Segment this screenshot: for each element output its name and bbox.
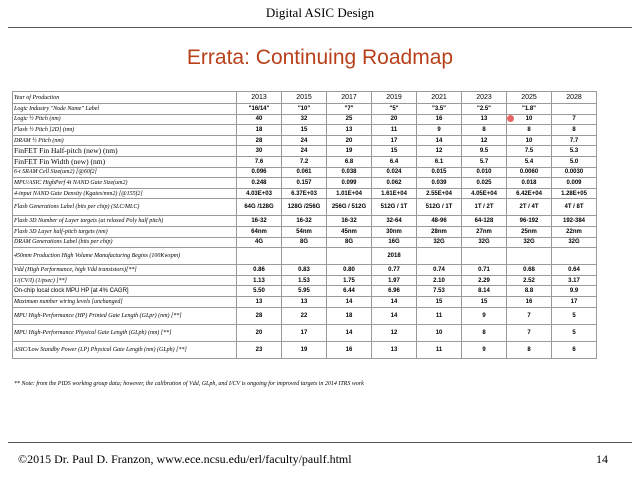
value-cell: 96-192 bbox=[507, 216, 552, 227]
row-label: MPU/ASIC HighPerf 4t NAND Gate Size(um2) bbox=[13, 178, 237, 189]
value-cell: "5" bbox=[372, 104, 417, 115]
value-cell: 0.024 bbox=[372, 167, 417, 178]
value-cell: 0.0030 bbox=[552, 167, 597, 178]
footer-divider bbox=[8, 442, 632, 443]
value-cell: 6.1 bbox=[417, 156, 462, 167]
value-cell: 5.7 bbox=[462, 156, 507, 167]
value-cell: 6.96 bbox=[372, 286, 417, 297]
value-cell: 0.77 bbox=[372, 265, 417, 276]
value-cell: 6.42E+04 bbox=[507, 188, 552, 199]
value-cell: 16 bbox=[327, 341, 372, 358]
value-cell: 7.53 bbox=[417, 286, 462, 297]
value-cell: 14 bbox=[372, 296, 417, 307]
row-label: 6-t SRAM Cell Size(um2) [@60f2] bbox=[13, 167, 237, 178]
table-row bbox=[13, 125, 597, 136]
value-cell: 2.10 bbox=[417, 275, 462, 286]
value-cell: 13 bbox=[327, 125, 372, 136]
value-cell: 32G bbox=[417, 237, 462, 248]
value-cell: 48-96 bbox=[417, 216, 462, 227]
value-cell: 6 bbox=[552, 341, 597, 358]
year-cell: 2013 bbox=[237, 92, 282, 104]
row-label: Flash 3D Number of Layer targets (at relaxed Poly half pitch) bbox=[13, 216, 237, 227]
value-cell: 0.061 bbox=[282, 167, 327, 178]
value-cell: 0.099 bbox=[327, 178, 372, 189]
value-cell: 18 bbox=[327, 307, 372, 324]
value-cell: 40 bbox=[237, 114, 282, 125]
row-label: On-chip local clock MPU HP [at 4% CAGR] bbox=[13, 286, 237, 297]
value-cell: 23 bbox=[237, 341, 282, 358]
value-cell: 256G / 512G bbox=[327, 199, 372, 216]
table-row bbox=[13, 341, 597, 358]
value-cell: 5.4 bbox=[507, 156, 552, 167]
table-row bbox=[13, 135, 597, 146]
table-row bbox=[13, 104, 597, 115]
value-cell: "7" bbox=[327, 104, 372, 115]
value-cell: 0.68 bbox=[507, 265, 552, 276]
value-cell: 32G bbox=[507, 237, 552, 248]
value-cell: 4T / 8T bbox=[552, 199, 597, 216]
row-label: 1/(CV/I) (1/psec) [**] bbox=[13, 275, 237, 286]
slide-header: Digital ASIC Design bbox=[265, 5, 375, 20]
row-label: ASIC/Low Standby Power (LP) Physical Gate Length (nm) (GLph) [**] bbox=[13, 341, 237, 358]
value-cell: 16G bbox=[372, 237, 417, 248]
value-cell: 13 bbox=[462, 114, 507, 125]
value-cell: 0.039 bbox=[417, 178, 462, 189]
value-cell: 0.83 bbox=[282, 265, 327, 276]
value-cell: 0.062 bbox=[372, 178, 417, 189]
value-cell: 8 bbox=[462, 125, 507, 136]
value-cell: 6.8 bbox=[327, 156, 372, 167]
table-row bbox=[13, 146, 597, 157]
value-cell: 0.64 bbox=[552, 265, 597, 276]
value-cell: 15 bbox=[462, 296, 507, 307]
value-cell: 1.01E+04 bbox=[327, 188, 372, 199]
value-cell bbox=[552, 104, 597, 115]
value-cell: 11 bbox=[372, 125, 417, 136]
value-cell: 32G bbox=[552, 237, 597, 248]
value-cell: 16-32 bbox=[237, 216, 282, 227]
year-cell: 2017 bbox=[327, 92, 372, 104]
value-cell: 7.5 bbox=[507, 146, 552, 157]
value-cell bbox=[327, 248, 372, 265]
value-cell: 8 bbox=[507, 341, 552, 358]
row-label: MPU High-Performance Physical Gate Length (GLph) (nm) [**] bbox=[13, 324, 237, 341]
year-cell: 2025 bbox=[507, 92, 552, 104]
row-label: FinFET Fin Half-pitch (new) (nm) bbox=[13, 146, 237, 157]
value-cell bbox=[237, 248, 282, 265]
value-cell: 32 bbox=[282, 114, 327, 125]
value-cell: 15 bbox=[282, 125, 327, 136]
value-cell: 28 bbox=[237, 135, 282, 146]
value-cell: 0.74 bbox=[417, 265, 462, 276]
value-cell: 22 bbox=[282, 307, 327, 324]
value-cell: 6.44 bbox=[327, 286, 372, 297]
value-cell: 28nm bbox=[417, 226, 462, 237]
table-row bbox=[13, 324, 597, 341]
value-cell: 11 bbox=[417, 341, 462, 358]
year-header-row bbox=[13, 92, 597, 104]
value-cell: 45nm bbox=[327, 226, 372, 237]
value-cell: 8.8 bbox=[507, 286, 552, 297]
value-cell: "3.5" bbox=[417, 104, 462, 115]
row-label: 4-input NAND Gate Density (Kgates/mm2) [@155f2] bbox=[13, 188, 237, 199]
value-cell: 0.248 bbox=[237, 178, 282, 189]
slide-title: Errata: Continuing Roadmap bbox=[186, 46, 454, 69]
value-cell: 0.009 bbox=[552, 178, 597, 189]
value-cell: 512G / 1T bbox=[417, 199, 462, 216]
value-cell: 16-32 bbox=[327, 216, 372, 227]
value-cell: "1.8" bbox=[507, 104, 552, 115]
value-cell: 17 bbox=[282, 324, 327, 341]
value-cell: 0.010 bbox=[462, 167, 507, 178]
row-label: 450mm Production High Volume Manufacturing Begins (100Kwspm) bbox=[13, 248, 237, 265]
row-label: Flash 3D Layer half-pitch targets (nm) bbox=[13, 226, 237, 237]
value-cell: 17 bbox=[552, 296, 597, 307]
value-cell: 25nm bbox=[507, 226, 552, 237]
value-cell: 32-64 bbox=[372, 216, 417, 227]
row-label: DRAM Generations Label (bits per chip) bbox=[13, 237, 237, 248]
value-cell: 11 bbox=[417, 307, 462, 324]
value-cell bbox=[462, 248, 507, 265]
value-cell: 128G /256G bbox=[282, 199, 327, 216]
value-cell: 12 bbox=[372, 324, 417, 341]
row-label: Logic Industry "Node Name" Label bbox=[13, 104, 237, 115]
value-cell: 20 bbox=[237, 324, 282, 341]
roadmap-table-container bbox=[12, 91, 596, 359]
value-cell: 19 bbox=[282, 341, 327, 358]
value-cell: 22nm bbox=[552, 226, 597, 237]
value-cell: 64nm bbox=[237, 226, 282, 237]
table-row bbox=[13, 216, 597, 227]
value-cell: 13 bbox=[372, 341, 417, 358]
value-cell: 9 bbox=[417, 125, 462, 136]
value-cell: 17 bbox=[372, 135, 417, 146]
value-cell: 32G bbox=[462, 237, 507, 248]
year-cell: 2019 bbox=[372, 92, 417, 104]
row-label: Logic ½ Pitch (nm) bbox=[13, 114, 237, 125]
value-cell: 64-128 bbox=[462, 216, 507, 227]
value-cell: 25 bbox=[327, 114, 372, 125]
row-label: Flash Generations Label (bits per chip) (SLC/MLC) bbox=[13, 199, 237, 216]
value-cell bbox=[417, 248, 462, 265]
roadmap-table-body bbox=[13, 92, 597, 359]
value-cell bbox=[552, 248, 597, 265]
value-cell: 7 bbox=[552, 114, 597, 125]
value-cell: 3.17 bbox=[552, 275, 597, 286]
value-cell: 0.038 bbox=[327, 167, 372, 178]
value-cell: 10 bbox=[507, 135, 552, 146]
row-label: DRAM ½ Pitch (nm) bbox=[13, 135, 237, 146]
row-label: MPU High-Performance (HP) Printed Gate Length (GLpr) (nm) [**] bbox=[13, 307, 237, 324]
value-cell: 10 bbox=[417, 324, 462, 341]
value-cell: 14 bbox=[327, 296, 372, 307]
value-cell: 54nm bbox=[282, 226, 327, 237]
value-cell: 1.28E+05 bbox=[552, 188, 597, 199]
value-cell: 27nm bbox=[462, 226, 507, 237]
year-cell: 2023 bbox=[462, 92, 507, 104]
value-cell: 24 bbox=[282, 146, 327, 157]
value-cell: 4.03E+03 bbox=[237, 188, 282, 199]
table-row bbox=[13, 167, 597, 178]
year-cell: 2021 bbox=[417, 92, 462, 104]
value-cell: 1T / 2T bbox=[462, 199, 507, 216]
value-cell: 0.015 bbox=[417, 167, 462, 178]
value-cell: 8 bbox=[507, 125, 552, 136]
value-cell: 8G bbox=[282, 237, 327, 248]
value-cell: 0.71 bbox=[462, 265, 507, 276]
table-row bbox=[13, 188, 597, 199]
table-row bbox=[13, 275, 597, 286]
value-cell: 18 bbox=[237, 125, 282, 136]
value-cell: 9 bbox=[462, 341, 507, 358]
row-label: Maximum number wiring levels [unchanged] bbox=[13, 296, 237, 307]
footer-credit: ©2015 Dr. Paul D. Franzon, www.ece.ncsu.edu/erl/faculty/paulf.html bbox=[18, 452, 352, 466]
value-cell: 2.52 bbox=[507, 275, 552, 286]
value-cell: 1.97 bbox=[372, 275, 417, 286]
value-cell: 30nm bbox=[372, 226, 417, 237]
value-cell: 0.096 bbox=[237, 167, 282, 178]
value-cell: 7.6 bbox=[237, 156, 282, 167]
value-cell: 13 bbox=[282, 296, 327, 307]
pointer-highlight bbox=[507, 115, 514, 122]
value-cell: "16/14" bbox=[237, 104, 282, 115]
table-row bbox=[13, 237, 597, 248]
value-cell: 0.86 bbox=[237, 265, 282, 276]
value-cell: 14 bbox=[327, 324, 372, 341]
value-cell: 12 bbox=[417, 146, 462, 157]
value-cell: "2.5" bbox=[462, 104, 507, 115]
table-row bbox=[13, 265, 597, 276]
value-cell: 8.14 bbox=[462, 286, 507, 297]
value-cell: 20 bbox=[372, 114, 417, 125]
table-row bbox=[13, 178, 597, 189]
value-cell: 8 bbox=[462, 324, 507, 341]
table-row bbox=[13, 226, 597, 237]
value-cell: 10 bbox=[507, 114, 552, 125]
row-label: Vdd (High Performance, high Vdd transistors)[**] bbox=[13, 265, 237, 276]
value-cell: 12 bbox=[462, 135, 507, 146]
value-cell: "10" bbox=[282, 104, 327, 115]
row-label: FinFET Fin Width (new) (nm) bbox=[13, 156, 237, 167]
value-cell: 0.80 bbox=[327, 265, 372, 276]
value-cell: 5.3 bbox=[552, 146, 597, 157]
value-cell: 8 bbox=[552, 125, 597, 136]
value-cell: 2018 bbox=[372, 248, 417, 265]
value-cell: 20 bbox=[327, 135, 372, 146]
table-footnote: ** Note: from the PIDS working group data; however, the calibration of Vdd, GLph, and I/CV is ongoing for improved targets in 2014 ITRS work bbox=[14, 381, 364, 387]
value-cell: 15 bbox=[372, 146, 417, 157]
value-cell: 7 bbox=[507, 324, 552, 341]
table-row bbox=[13, 199, 597, 216]
value-cell: 2.55E+04 bbox=[417, 188, 462, 199]
value-cell: 512G / 1T bbox=[372, 199, 417, 216]
row-label: Flash ½ Pitch [2D] (nm) bbox=[13, 125, 237, 136]
header-divider bbox=[8, 27, 632, 28]
value-cell: 7.7 bbox=[552, 135, 597, 146]
value-cell: 16 bbox=[507, 296, 552, 307]
value-cell: 5.0 bbox=[552, 156, 597, 167]
value-cell: 1.53 bbox=[282, 275, 327, 286]
value-cell: 192-384 bbox=[552, 216, 597, 227]
value-cell: 30 bbox=[237, 146, 282, 157]
value-cell: 0.018 bbox=[507, 178, 552, 189]
value-cell: 5 bbox=[552, 324, 597, 341]
value-cell: 8G bbox=[327, 237, 372, 248]
page-number: 14 bbox=[596, 452, 608, 466]
value-cell: 4.05E+04 bbox=[462, 188, 507, 199]
value-cell: 64G /128G bbox=[237, 199, 282, 216]
value-cell bbox=[282, 248, 327, 265]
value-cell: 2T / 4T bbox=[507, 199, 552, 216]
value-cell: 9.5 bbox=[462, 146, 507, 157]
year-cell: 2028 bbox=[552, 92, 597, 104]
value-cell: 0.157 bbox=[282, 178, 327, 189]
table-row bbox=[13, 307, 597, 324]
table-row bbox=[13, 156, 597, 167]
value-cell: 14 bbox=[417, 135, 462, 146]
value-cell: 16-32 bbox=[282, 216, 327, 227]
value-cell: 1.75 bbox=[327, 275, 372, 286]
value-cell: 0.0060 bbox=[507, 167, 552, 178]
value-cell bbox=[507, 248, 552, 265]
value-cell: 5.50 bbox=[237, 286, 282, 297]
year-cell: 2015 bbox=[282, 92, 327, 104]
value-cell: 6.4 bbox=[372, 156, 417, 167]
value-cell: 19 bbox=[327, 146, 372, 157]
value-cell: 5 bbox=[552, 307, 597, 324]
value-cell: 4G bbox=[237, 237, 282, 248]
value-cell: 28 bbox=[237, 307, 282, 324]
value-cell: 1.61E+04 bbox=[372, 188, 417, 199]
table-row bbox=[13, 296, 597, 307]
value-cell: 2.29 bbox=[462, 275, 507, 286]
value-cell: 14 bbox=[372, 307, 417, 324]
year-header-label: Year of Production bbox=[13, 92, 237, 104]
value-cell: 13 bbox=[237, 296, 282, 307]
table-row bbox=[13, 248, 597, 265]
value-cell: 1.13 bbox=[237, 275, 282, 286]
value-cell: 5.95 bbox=[282, 286, 327, 297]
value-cell: 9.9 bbox=[552, 286, 597, 297]
value-cell: 0.025 bbox=[462, 178, 507, 189]
value-cell: 9 bbox=[462, 307, 507, 324]
value-cell: 7.2 bbox=[282, 156, 327, 167]
value-cell: 6.37E+03 bbox=[282, 188, 327, 199]
table-row bbox=[13, 286, 597, 297]
value-cell: 15 bbox=[417, 296, 462, 307]
value-cell: 16 bbox=[417, 114, 462, 125]
value-cell: 24 bbox=[282, 135, 327, 146]
roadmap-table bbox=[12, 91, 597, 359]
value-cell: 7 bbox=[507, 307, 552, 324]
